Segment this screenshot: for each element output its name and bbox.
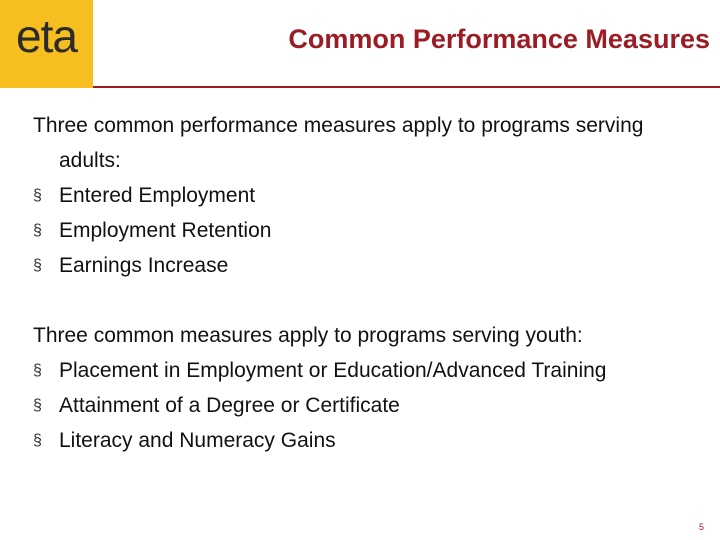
bullet-icon: § [33,397,42,414]
list-item-text: Employment Retention [59,219,272,242]
bullet-icon: § [33,362,42,379]
title-divider [93,86,720,88]
bullet-list [33,353,693,458]
slide-title: Common Performance Measures [288,24,710,54]
bullet-icon: § [33,222,42,239]
list-item [33,213,693,248]
bullet-icon: § [33,257,42,274]
section-intro: Three common performance measures apply to programs serving adults: [33,114,644,172]
list-item-text: Earnings Increase [59,254,229,277]
bullet-icon: § [33,187,42,204]
youth-section [33,318,693,458]
list-item-text: Attainment of a Degree or Certificate [59,394,400,417]
slide-body [33,108,693,458]
bullet-icon: § [33,432,42,449]
section-intro: Three common measures apply to programs serving youth: [33,324,583,347]
list-item-text: Entered Employment [59,184,256,207]
list-item-text: Literacy and Numeracy Gains [59,429,336,452]
eta-logo [0,0,93,88]
list-item [33,248,693,283]
bullet-list [33,178,693,283]
page-number: 5 [698,522,704,532]
list-item [33,423,693,458]
logo-text: eta [16,10,77,62]
list-item [33,178,693,213]
list-item [33,388,693,423]
list-item [33,353,693,388]
adults-section [33,108,693,283]
list-item-text: Placement in Employment or Education/Advanced Training [59,359,607,382]
